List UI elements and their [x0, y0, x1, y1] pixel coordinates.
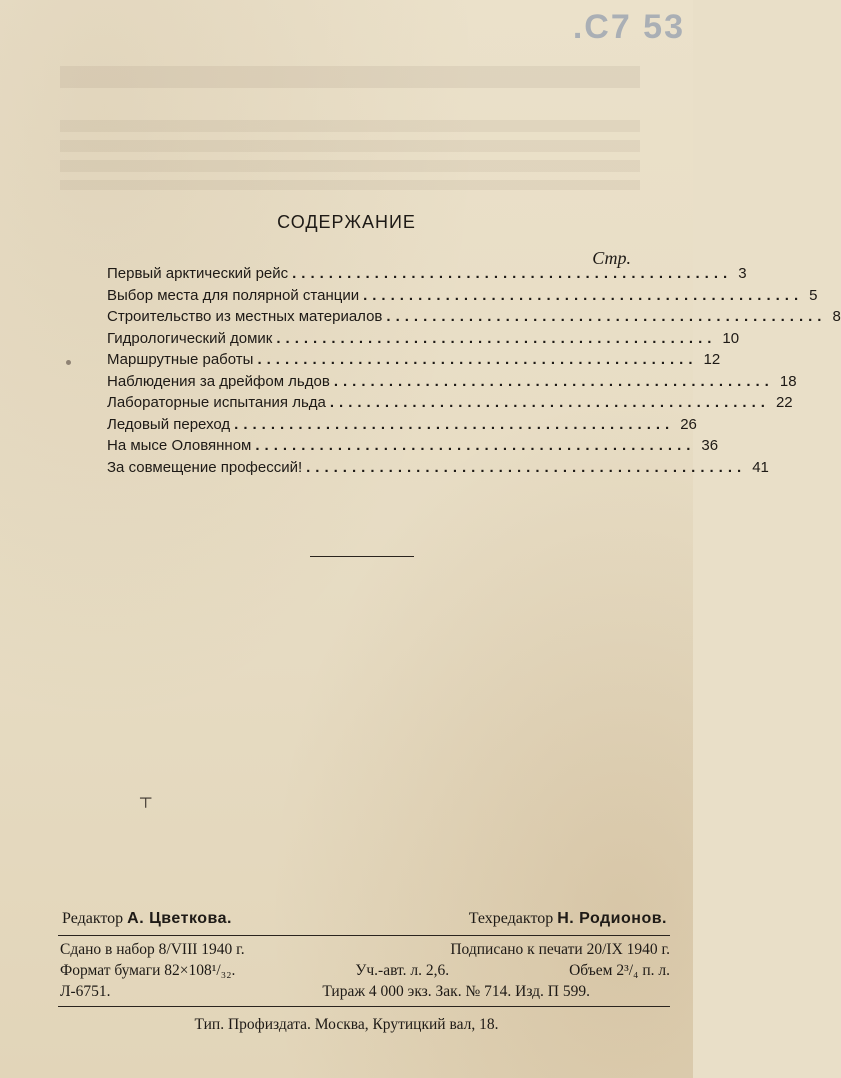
print-mark: ┬ [140, 790, 152, 807]
toc-entry-page: 41 [752, 458, 769, 476]
techeditor-name: Н. Родионов. [557, 910, 667, 927]
toc-entry-page: 22 [775, 394, 793, 411]
toc-row [107, 394, 793, 416]
toc-row [107, 458, 769, 481]
library-stamp: .C7 53 [572, 8, 685, 46]
toc-entry-title: Строительство из местных материалов [107, 308, 383, 325]
editor-label: Редактор [62, 910, 124, 927]
toc-entry-page: 8 [832, 308, 841, 325]
toc-entry-title: На мысе Оловянном [107, 437, 252, 454]
bleed-through-top [60, 66, 640, 88]
toc-entry-page: 26 [680, 415, 697, 433]
toc-leader-dots: ................................................ [292, 265, 733, 282]
toc-entry-page: 18 [779, 372, 797, 390]
credits-line [62, 910, 667, 928]
toc-row [107, 351, 721, 373]
toc-entry-title: Маршрутные работы [107, 351, 254, 368]
license-number: Л-6751. [60, 983, 111, 1000]
toc-entry-title: Первый арктический рейс [107, 265, 289, 282]
section-divider [310, 556, 414, 557]
toc-entry-page: 10 [722, 329, 740, 347]
toc-leader-dots: ................................................ [386, 308, 827, 325]
imprint-row [60, 962, 670, 983]
toc-heading: СОДЕРЖАНИЕ [277, 212, 416, 232]
toc-leader-dots: ................................................ [333, 372, 774, 390]
toc-entry-title: Гидрологический домик [107, 329, 273, 347]
author-sheets: Уч.-авт. л. 2,6. [355, 962, 450, 979]
toc-entry-title: Лабораторные испытания льда [107, 394, 326, 411]
toc-row [107, 329, 740, 352]
paper-format: Формат бумаги 82×108¹/₃₂. [60, 962, 236, 979]
imprint-row [60, 983, 670, 1004]
toc-entry-page: 3 [738, 265, 747, 282]
toc-entry-page: 5 [809, 286, 818, 304]
toc-leader-dots: ................................................ [363, 286, 804, 304]
imprint-top-rule [58, 935, 670, 936]
toc-entry-title: Наблюдения за дрейфом льдов [107, 372, 330, 390]
print-run: Тираж 4 000 экз. Зак. № 714. Изд. П 599. [322, 983, 590, 1000]
imprint-block [60, 941, 670, 1004]
toc-leader-dots: ................................................ [234, 415, 675, 433]
toc-entry-title: Ледовый переход [107, 415, 231, 433]
techeditor-label: Техредактор [468, 910, 554, 927]
toc-leader-dots: ................................................ [306, 458, 747, 476]
toc-row [107, 286, 818, 309]
editor-name: А. Цветкова. [127, 910, 232, 927]
toc-leader-dots: ................................................ [255, 437, 696, 454]
imprint-bottom-rule [58, 1006, 670, 1007]
paper-blemish [66, 360, 71, 365]
bleed-through-lines [60, 120, 640, 190]
toc-entry-title: За совмещение профессий! [107, 458, 303, 476]
toc-leader-dots: ................................................ [329, 394, 770, 411]
toc-entry-page: 12 [703, 351, 721, 368]
toc-entry-page: 36 [701, 437, 719, 454]
page-column-label: Стр. [592, 248, 631, 268]
toc-row [107, 437, 719, 459]
techeditor-credit [469, 910, 667, 928]
toc-leader-dots: ................................................ [276, 329, 717, 347]
toc-row [107, 308, 841, 330]
toc-entry-title: Выбор места для полярной станции [107, 286, 360, 304]
imprint-row [60, 941, 670, 962]
signed-date: Подписано к печати 20/IX 1940 г. [450, 941, 670, 958]
volume: Объем 2³/₄ п. л. [569, 962, 670, 979]
toc-leader-dots: ................................................ [257, 351, 698, 368]
table-of-contents [107, 265, 841, 480]
editor-credit [62, 910, 232, 928]
toc-row [107, 372, 797, 395]
toc-row [107, 265, 747, 287]
printing-house: Тип. Профиздата. Москва, Крутицкий вал, 18. [194, 1016, 499, 1033]
typeset-date: Сдано в набор 8/VIII 1940 г. [60, 941, 245, 958]
toc-row [107, 415, 697, 438]
